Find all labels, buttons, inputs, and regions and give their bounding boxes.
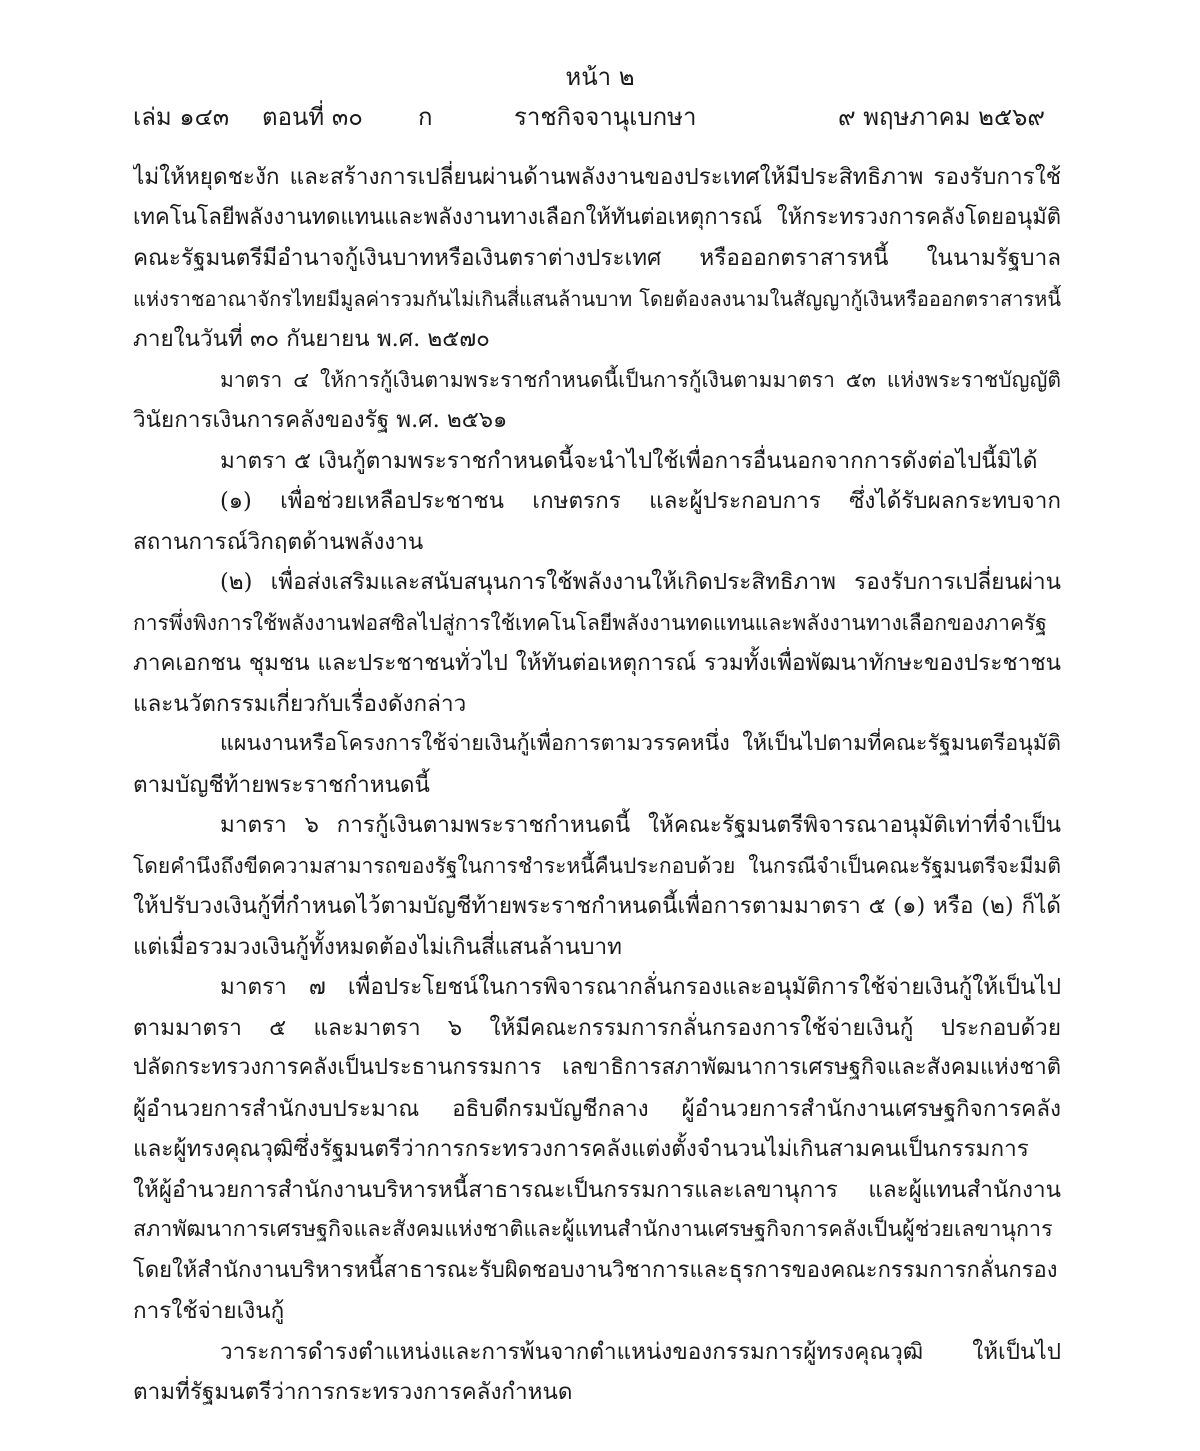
- text-line: สถานการณ์วิกฤตด้านพลังงาน: [133, 528, 424, 555]
- text-line: วาระการดำรงตำแหน่งและการพ้นจากตำแหน่งของกรรมการผู้ทรงคุณวุฒิ ให้เป็นไป: [220, 1338, 1061, 1365]
- paragraph: [133, 441, 1061, 482]
- volume-number: เล่ม ๑๔๓: [133, 103, 230, 131]
- text-line: เทคโนโลยีพลังงานทดแทนและพลังงานทางเลือกให้ทันต่อเหตุการณ์ ให้กระทรวงการคลังโดยอนุมัติ: [133, 204, 1061, 230]
- paragraph: [133, 157, 1061, 360]
- text-line: แผนงานหรือโครงการใช้จ่ายเงินกู้เพื่อการตามวรรคหนึ่ง ให้เป็นไปตามที่คณะรัฐมนตรีอนุมัติ: [220, 731, 1061, 756]
- text-line: วินัยการเงินการคลังของรัฐ พ.ศ. ๒๕๖๑: [133, 407, 508, 433]
- document-body: [133, 157, 1061, 1413]
- text-line: (๑) เพื่อช่วยเหลือประชาชน เกษตรกร และผู้ประกอบการ ซึ่งได้รับผลกระทบจาก: [220, 488, 1061, 514]
- text-line: การใช้จ่ายเงินกู้: [133, 1298, 285, 1324]
- section-part: ก: [418, 103, 433, 131]
- text-line: โดยให้สำนักงานบริหารหนี้สาธารณะรับผิดชอบงานวิชาการและธุรการของคณะกรรมการกลั่นกรอง: [133, 1257, 1058, 1283]
- text-line: (๒) เพื่อส่งเสริมและสนับสนุนการใช้พลังงานให้เกิดประสิทธิภาพ รองรับการเปลี่ยนผ่าน: [220, 569, 1061, 595]
- text-line: มาตรา ๔ ให้การกู้เงินตามพระราชกำหนดนี้เป็นการกู้เงินตามมาตรา ๕๓ แห่งพระราชบัญญัติ: [220, 367, 1061, 392]
- text-line: แต่เมื่อรวมวงเงินกู้ทั้งหมดต้องไม่เกินสี่แสนล้านบาท: [133, 933, 622, 960]
- text-line: ผู้อำนวยการสำนักงบประมาณ อธิบดีกรมบัญชีกลาง ผู้อำนวยการสำนักงานเศรษฐกิจการคลัง: [133, 1095, 1061, 1122]
- text-line: ภายในวันที่ ๓๐ กันยายน พ.ศ. ๒๕๗๐: [133, 326, 490, 352]
- text-line: มาตรา ๖ การกู้เงินตามพระราชกำหนดนี้ ให้คณะรัฐมนตรีพิจารณาอนุมัติเท่าที่จำเป็น: [220, 812, 1061, 838]
- text-line: และผู้ทรงคุณวุฒิซึ่งรัฐมนตรีว่าการกระทรวงการคลังแต่งตั้งจำนวนไม่เกินสามคนเป็นกรรมการ: [133, 1136, 1029, 1162]
- paragraph: [133, 805, 1061, 967]
- paragraph: [133, 481, 1061, 562]
- publication-date: ๙ พฤษภาคม ๒๕๖๙: [838, 103, 1045, 131]
- text-line: ปลัดกระทรวงการคลังเป็นประธานกรรมการ เลขาธิการสภาพัฒนาการเศรษฐกิจและสังคมแห่งชาติ: [133, 1055, 1061, 1080]
- text-line: คณะรัฐมนตรีมีอำนาจกู้เงินบาทหรือเงินตราต่างประเทศ หรือออกตราสารหนี้ ในนามรัฐบาล: [133, 245, 1061, 271]
- paragraph: [133, 562, 1061, 724]
- text-line: ตามมาตรา ๕ และมาตรา ๖ ให้มีคณะกรรมการกลั่นกรองการใช้จ่ายเงินกู้ ประกอบด้วย: [133, 1014, 1061, 1041]
- text-line: ให้ผู้อำนวยการสำนักงานบริหารหนี้สาธารณะเป็นกรรมการและเลขานุการ และผู้แทนสำนักงาน: [133, 1176, 1061, 1203]
- section-number: ตอนที่ ๓๐: [262, 103, 363, 131]
- paragraph: [133, 967, 1061, 1332]
- page-number: หน้า ๒: [565, 63, 635, 91]
- gazette-name: ราชกิจจานุเบกษา: [514, 103, 697, 131]
- paragraph: [133, 1332, 1061, 1413]
- text-line: แห่งราชอาณาจักรไทยมีมูลค่ารวมกันไม่เกินสี่แสนล้านบาท โดยต้องลงนามในสัญญากู้เงินหรือออกตราสารหนี้: [133, 286, 1061, 311]
- text-line: ภาคเอกชน ชุมชน และประชาชนทั่วไป ให้ทันต่อเหตุการณ์ รวมทั้งเพื่อพัฒนาทักษะของประชาชน: [133, 650, 1061, 676]
- text-line: มาตรา ๕ เงินกู้ตามพระราชกำหนดนี้จะนำไปใช้เพื่อการอื่นนอกจากการดังต่อไปนี้มิได้: [220, 447, 1038, 474]
- text-line: โดยคำนึงถึงขีดความสามารถของรัฐในการชำระหนี้คืนประกอบด้วย ในกรณีจำเป็นคณะรัฐมนตรีจะมีมติ: [133, 853, 1061, 878]
- text-line: มาตรา ๗ เพื่อประโยชน์ในการพิจารณากลั่นกรองและอนุมัติการใช้จ่ายเงินกู้ให้เป็นไป: [220, 974, 1061, 1000]
- text-line: การพึ่งพิงการใช้พลังงานฟอสซิลไปสู่การใช้เทคโนโลยีพลังงานทดแทนและพลังงานทางเลือกของภาครัฐ: [133, 610, 1047, 635]
- text-line: และนวัตกรรมเกี่ยวกับเรื่องดังกล่าว: [133, 690, 467, 717]
- text-line: ตามที่รัฐมนตรีว่าการกระทรวงการคลังกำหนด: [133, 1379, 573, 1405]
- text-line: ตามบัญชีท้ายพระราชกำหนดนี้: [133, 771, 430, 798]
- gazette-header: [0, 0, 1200, 140]
- text-line: ไม่ให้หยุดชะงัก และสร้างการเปลี่ยนผ่านด้านพลังงานของประเทศให้มีประสิทธิภาพ รองรับการใช้: [133, 164, 1061, 190]
- text-line: ให้ปรับวงเงินกู้ที่กำหนดไว้ตามบัญชีท้ายพระราชกำหนดนี้เพื่อการตามมาตรา ๕ (๑) หรือ (๒) ก็ได้: [133, 893, 1061, 919]
- paragraph: [133, 360, 1061, 441]
- paragraph: [133, 724, 1061, 805]
- text-line: สภาพัฒนาการเศรษฐกิจและสังคมแห่งชาติและผู้แทนสำนักงานเศรษฐกิจการคลังเป็นผู้ช่วยเลขานุการ: [133, 1217, 1053, 1242]
